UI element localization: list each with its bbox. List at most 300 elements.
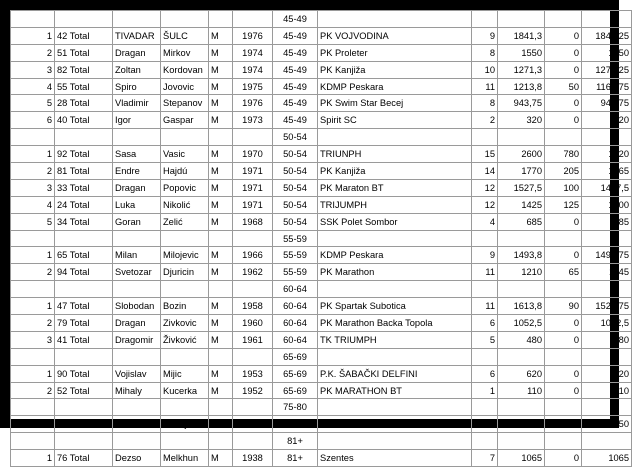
empty-cell (209, 348, 233, 365)
team-cell: 47 Total (55, 298, 113, 315)
empty-cell (318, 399, 472, 416)
empty-cell (55, 129, 113, 146)
table-row (11, 27, 632, 44)
sex-cell: M (209, 264, 233, 281)
last-name-cell: Popovic (161, 179, 209, 196)
empty-cell (161, 281, 209, 298)
birth-year-cell: 1958 (233, 298, 273, 315)
total-cell: 1300 (582, 196, 632, 213)
club-cell: PK Maraton BT (318, 179, 472, 196)
empty-cell (55, 281, 113, 298)
age-group-row (11, 399, 632, 416)
empty-cell (161, 399, 209, 416)
empty-cell (582, 281, 632, 298)
deduction-cell: 65 (545, 264, 582, 281)
rank-cell: 1 (11, 450, 55, 467)
empty-cell (11, 281, 55, 298)
empty-cell (582, 129, 632, 146)
deduction-cell: 205 (545, 163, 582, 180)
empty-cell (233, 281, 273, 298)
points-cell: 2600 (498, 146, 545, 163)
first-name-cell: Vojislav (113, 365, 161, 382)
empty-cell (11, 129, 55, 146)
category-cell: 81+ (273, 450, 318, 467)
empty-cell (209, 129, 233, 146)
team-cell: 65 Total (55, 247, 113, 264)
count-cell: 11 (472, 264, 498, 281)
rank-cell: 1 (11, 365, 55, 382)
rank-cell: 2 (11, 44, 55, 61)
club-cell: KDMP Peskara (318, 78, 472, 95)
club-cell: TRIJUMPH (318, 196, 472, 213)
first-name-cell: Luka (113, 196, 161, 213)
deduction-cell: 0 (545, 365, 582, 382)
empty-cell (318, 129, 472, 146)
rank-cell: 5 (11, 95, 55, 112)
category-cell: 45-49 (273, 78, 318, 95)
empty-cell (318, 281, 472, 298)
points-cell: 1841,3 (498, 27, 545, 44)
last-name-cell: Milojevic (161, 247, 209, 264)
club-cell: PK Spartak Subotica (318, 298, 472, 315)
rank-cell: 5 (11, 213, 55, 230)
sex-cell: M (209, 416, 233, 433)
team-cell: 34 Total (55, 213, 113, 230)
birth-year-cell: 1952 (233, 382, 273, 399)
table-row (11, 298, 632, 315)
last-name-cell: Kucerka (161, 382, 209, 399)
points-cell: 1550 (498, 44, 545, 61)
birth-year-cell: 1971 (233, 163, 273, 180)
last-name-cell: Melkhun (161, 450, 209, 467)
category-cell: 55-59 (273, 264, 318, 281)
sex-cell: M (209, 179, 233, 196)
team-cell: 76 Total (55, 450, 113, 467)
first-name-cell: Istvan (113, 416, 161, 433)
last-name-cell: Zivkovic (161, 315, 209, 332)
last-name-cell: Vasic (161, 146, 209, 163)
table-row (11, 416, 632, 433)
last-name-cell: Jovovic (161, 78, 209, 95)
count-cell: 1 (472, 382, 498, 399)
deduction-cell: 90 (545, 298, 582, 315)
birth-year-cell: 1968 (233, 213, 273, 230)
team-cell: 94 Total (55, 264, 113, 281)
sex-cell: M (209, 247, 233, 264)
sex-cell: M (209, 213, 233, 230)
empty-cell (233, 399, 273, 416)
category-cell: 45-49 (273, 44, 318, 61)
age-group-row (11, 281, 632, 298)
empty-cell (113, 129, 161, 146)
rank-cell: 1 (11, 298, 55, 315)
deduction-cell: 0 (545, 315, 582, 332)
club-cell: SPARTAK SUBOTICA (318, 416, 472, 433)
empty-cell (55, 348, 113, 365)
deduction-cell: 0 (545, 27, 582, 44)
rank-cell: 2 (11, 264, 55, 281)
first-name-cell: Zoltan (113, 61, 161, 78)
total-cell: 1065 (582, 450, 632, 467)
deduction-cell: 780 (545, 146, 582, 163)
empty-cell (498, 11, 545, 28)
empty-cell (55, 433, 113, 450)
first-name-cell: Dragan (113, 44, 161, 61)
total-cell: 1493,75 (582, 247, 632, 264)
sex-cell: M (209, 27, 233, 44)
points-cell: 1613,8 (498, 298, 545, 315)
empty-cell (233, 230, 273, 247)
sex-cell: M (209, 146, 233, 163)
empty-cell (55, 11, 113, 28)
age-group-label: 81+ (273, 433, 318, 450)
last-name-cell: ŠULC (161, 27, 209, 44)
total-cell: 1271,25 (582, 61, 632, 78)
first-name-cell: Svetozar (113, 264, 161, 281)
count-cell: 9 (472, 247, 498, 264)
team-cell: 33 Total (55, 179, 113, 196)
empty-cell (582, 348, 632, 365)
birth-year-cell: 1974 (233, 61, 273, 78)
total-cell: 1820 (582, 146, 632, 163)
table-row (11, 382, 632, 399)
sex-cell: M (209, 112, 233, 129)
table-row (11, 78, 632, 95)
birth-year-cell: 1966 (233, 247, 273, 264)
age-group-row (11, 348, 632, 365)
rank-cell: 1 (11, 146, 55, 163)
empty-cell (209, 433, 233, 450)
last-name-cell: Nikolić (161, 196, 209, 213)
team-cell: 81 Total (55, 163, 113, 180)
first-name-cell: Goran (113, 213, 161, 230)
deduction-cell: 250 (545, 416, 582, 433)
last-name-cell: Stepanov (161, 95, 209, 112)
count-cell: 10 (472, 61, 498, 78)
first-name-cell: Igor (113, 112, 161, 129)
rank-cell: 2 (11, 163, 55, 180)
count-cell: 6 (472, 365, 498, 382)
category-cell: 50-54 (273, 213, 318, 230)
points-cell: 320 (498, 112, 545, 129)
points-cell: 685 (498, 213, 545, 230)
club-cell: KDMP Peskara (318, 247, 472, 264)
rank-cell: 1 (11, 27, 55, 44)
points-cell: 1271,3 (498, 61, 545, 78)
count-cell: 14 (472, 163, 498, 180)
total-cell: 1052,5 (582, 315, 632, 332)
age-group-row (11, 129, 632, 146)
empty-cell (498, 348, 545, 365)
sex-cell: M (209, 61, 233, 78)
category-cell: 45-49 (273, 95, 318, 112)
table-row (11, 331, 632, 348)
deduction-cell: 0 (545, 95, 582, 112)
empty-cell (113, 348, 161, 365)
team-cell: 82 Total (55, 61, 113, 78)
age-group-label: 50-54 (273, 129, 318, 146)
results-table (10, 10, 632, 467)
table-row (11, 213, 632, 230)
total-cell: 685 (582, 213, 632, 230)
points-cell: 1493,8 (498, 247, 545, 264)
spreadsheet (10, 10, 629, 464)
count-cell: 13 (472, 416, 498, 433)
empty-cell (113, 230, 161, 247)
total-cell: 620 (582, 365, 632, 382)
total-cell: 480 (582, 331, 632, 348)
last-name-cell: Gaspar (161, 112, 209, 129)
birth-year-cell: 1960 (233, 315, 273, 332)
rank-cell: 4 (11, 196, 55, 213)
birth-year-cell: 1976 (233, 27, 273, 44)
empty-cell (545, 348, 582, 365)
empty-cell (161, 433, 209, 450)
rank-cell: 2 (11, 382, 55, 399)
total-cell: 1427,5 (582, 179, 632, 196)
birth-year-cell: 1962 (233, 264, 273, 281)
total-cell: 1163,75 (582, 78, 632, 95)
empty-cell (545, 281, 582, 298)
rank-cell: 2 (11, 315, 55, 332)
empty-cell (113, 399, 161, 416)
count-cell: 11 (472, 78, 498, 95)
first-name-cell: Vladimir (113, 95, 161, 112)
club-cell: PK Proleter (318, 44, 472, 61)
empty-cell (472, 281, 498, 298)
category-cell: 55-59 (273, 247, 318, 264)
table-row (11, 112, 632, 129)
team-cell: 55 Total (55, 78, 113, 95)
empty-cell (11, 399, 55, 416)
total-cell: 1145 (582, 264, 632, 281)
empty-cell (582, 399, 632, 416)
sex-cell: M (209, 196, 233, 213)
empty-cell (582, 433, 632, 450)
empty-cell (209, 281, 233, 298)
category-cell: 45-49 (273, 27, 318, 44)
points-cell: 620 (498, 365, 545, 382)
empty-cell (498, 129, 545, 146)
deduction-cell: 0 (545, 61, 582, 78)
age-group-label: 65-69 (273, 348, 318, 365)
last-name-cell: Mirkov (161, 44, 209, 61)
deduction-cell: 0 (545, 382, 582, 399)
empty-cell (318, 433, 472, 450)
age-group-label: 60-64 (273, 281, 318, 298)
age-group-label: 75-80 (273, 399, 318, 416)
birth-year-cell: 1970 (233, 146, 273, 163)
first-name-cell: Spiro (113, 78, 161, 95)
team-cell: 42 Total (55, 27, 113, 44)
sex-cell: M (209, 382, 233, 399)
first-name-cell: Dezso (113, 450, 161, 467)
total-cell: 320 (582, 112, 632, 129)
birth-year-cell: 1973 (233, 112, 273, 129)
deduction-cell: 0 (545, 213, 582, 230)
club-cell: PK MARATHON BT (318, 382, 472, 399)
deduction-cell: 0 (545, 450, 582, 467)
empty-cell (233, 348, 273, 365)
club-cell: Spirit SC (318, 112, 472, 129)
birth-year-cell: 1938 (233, 450, 273, 467)
first-name-cell: TIVADAR (113, 27, 161, 44)
deduction-cell: 125 (545, 196, 582, 213)
sex-cell: M (209, 331, 233, 348)
deduction-cell: 0 (545, 112, 582, 129)
last-name-cell: Bozin (161, 298, 209, 315)
count-cell: 8 (472, 95, 498, 112)
deduction-cell: 0 (545, 331, 582, 348)
empty-cell (498, 281, 545, 298)
club-cell: PK Kanjiža (318, 61, 472, 78)
team-cell: 79 Total (55, 315, 113, 332)
first-name-cell: Dragan (113, 315, 161, 332)
club-cell: P.K. ŠABAČKI DELFINI (318, 365, 472, 382)
empty-cell (472, 230, 498, 247)
empty-cell (545, 129, 582, 146)
rank-cell: 3 (11, 331, 55, 348)
club-cell: TK TRIUMPH (318, 331, 472, 348)
table-row (11, 44, 632, 61)
sex-cell: M (209, 44, 233, 61)
empty-cell (582, 230, 632, 247)
table-row (11, 450, 632, 467)
club-cell: PK Marathon (318, 264, 472, 281)
points-cell: 1425 (498, 196, 545, 213)
empty-cell (11, 230, 55, 247)
points-cell: 1213,8 (498, 78, 545, 95)
empty-cell (545, 433, 582, 450)
count-cell: 12 (472, 179, 498, 196)
sex-cell: M (209, 365, 233, 382)
empty-cell (233, 129, 273, 146)
rank-cell: 6 (11, 112, 55, 129)
age-group-label: 45-49 (273, 11, 318, 28)
age-group-label: 55-59 (273, 230, 318, 247)
count-cell: 8 (472, 44, 498, 61)
total-cell: 1523,75 (582, 298, 632, 315)
empty-cell (318, 230, 472, 247)
points-cell: 1065 (498, 450, 545, 467)
age-group-row (11, 230, 632, 247)
points-cell: 1527,5 (498, 179, 545, 196)
empty-cell (318, 348, 472, 365)
count-cell: 5 (472, 331, 498, 348)
last-name-cell: Živković (161, 331, 209, 348)
club-cell: PK Kanjiža (318, 163, 472, 180)
empty-cell (161, 129, 209, 146)
category-cell: 75-80 (273, 416, 318, 433)
empty-cell (11, 348, 55, 365)
birth-year-cell: 1953 (233, 365, 273, 382)
table-row (11, 196, 632, 213)
empty-cell (498, 230, 545, 247)
points-cell: 110 (498, 382, 545, 399)
deduction-cell: 0 (545, 44, 582, 61)
first-name-cell: Endre (113, 163, 161, 180)
empty-cell (161, 348, 209, 365)
first-name-cell: Sasa (113, 146, 161, 163)
table-row (11, 247, 632, 264)
empty-cell (161, 11, 209, 28)
empty-cell (498, 399, 545, 416)
birth-year-cell: 1961 (233, 331, 273, 348)
rank-cell: 1 (11, 416, 55, 433)
table-row (11, 163, 632, 180)
empty-cell (472, 348, 498, 365)
total-cell: 1550 (582, 44, 632, 61)
rank-cell: 1 (11, 247, 55, 264)
total-cell: 110 (582, 382, 632, 399)
team-cell: 52 Total (55, 382, 113, 399)
birth-year-cell: 1976 (233, 95, 273, 112)
empty-cell (209, 230, 233, 247)
sex-cell: M (209, 95, 233, 112)
team-cell: 40 Total (55, 112, 113, 129)
empty-cell (545, 399, 582, 416)
count-cell: 15 (472, 146, 498, 163)
sex-cell: M (209, 163, 233, 180)
first-name-cell: Dragomir (113, 331, 161, 348)
club-cell: TRIUNPH (318, 146, 472, 163)
team-cell: 51 Total (55, 44, 113, 61)
first-name-cell: Milan (113, 247, 161, 264)
count-cell: 12 (472, 196, 498, 213)
table-row (11, 95, 632, 112)
total-cell: 1565 (582, 163, 632, 180)
count-cell: 6 (472, 315, 498, 332)
birth-year-cell: 1975 (233, 78, 273, 95)
category-cell: 60-64 (273, 331, 318, 348)
birth-year-cell: 1971 (233, 179, 273, 196)
category-cell: 50-54 (273, 146, 318, 163)
team-cell: 24 Total (55, 196, 113, 213)
empty-cell (209, 11, 233, 28)
points-cell: 1210 (498, 264, 545, 281)
empty-cell (209, 399, 233, 416)
birth-year-cell: 1942 (233, 416, 273, 433)
club-cell: Szentes (318, 450, 472, 467)
sex-cell: M (209, 78, 233, 95)
category-cell: 50-54 (273, 196, 318, 213)
table-row (11, 179, 632, 196)
empty-cell (582, 11, 632, 28)
club-cell: SSK Polet Sombor (318, 213, 472, 230)
table-row (11, 61, 632, 78)
club-cell: PK Swim Star Becej (318, 95, 472, 112)
empty-cell (472, 129, 498, 146)
team-cell: 90 Total (55, 365, 113, 382)
birth-year-cell: 1974 (233, 44, 273, 61)
table-row (11, 146, 632, 163)
category-cell: 60-64 (273, 298, 318, 315)
results-body (11, 11, 632, 467)
empty-cell (545, 11, 582, 28)
table-row (11, 315, 632, 332)
empty-cell (472, 11, 498, 28)
total-cell: 1841,25 (582, 27, 632, 44)
points-cell: 480 (498, 331, 545, 348)
empty-cell (11, 433, 55, 450)
count-cell: 2 (472, 112, 498, 129)
table-row (11, 365, 632, 382)
sex-cell: M (209, 450, 233, 467)
total-cell: 943,75 (582, 95, 632, 112)
table-row (11, 264, 632, 281)
category-cell: 45-49 (273, 112, 318, 129)
last-name-cell: Mijic (161, 365, 209, 382)
